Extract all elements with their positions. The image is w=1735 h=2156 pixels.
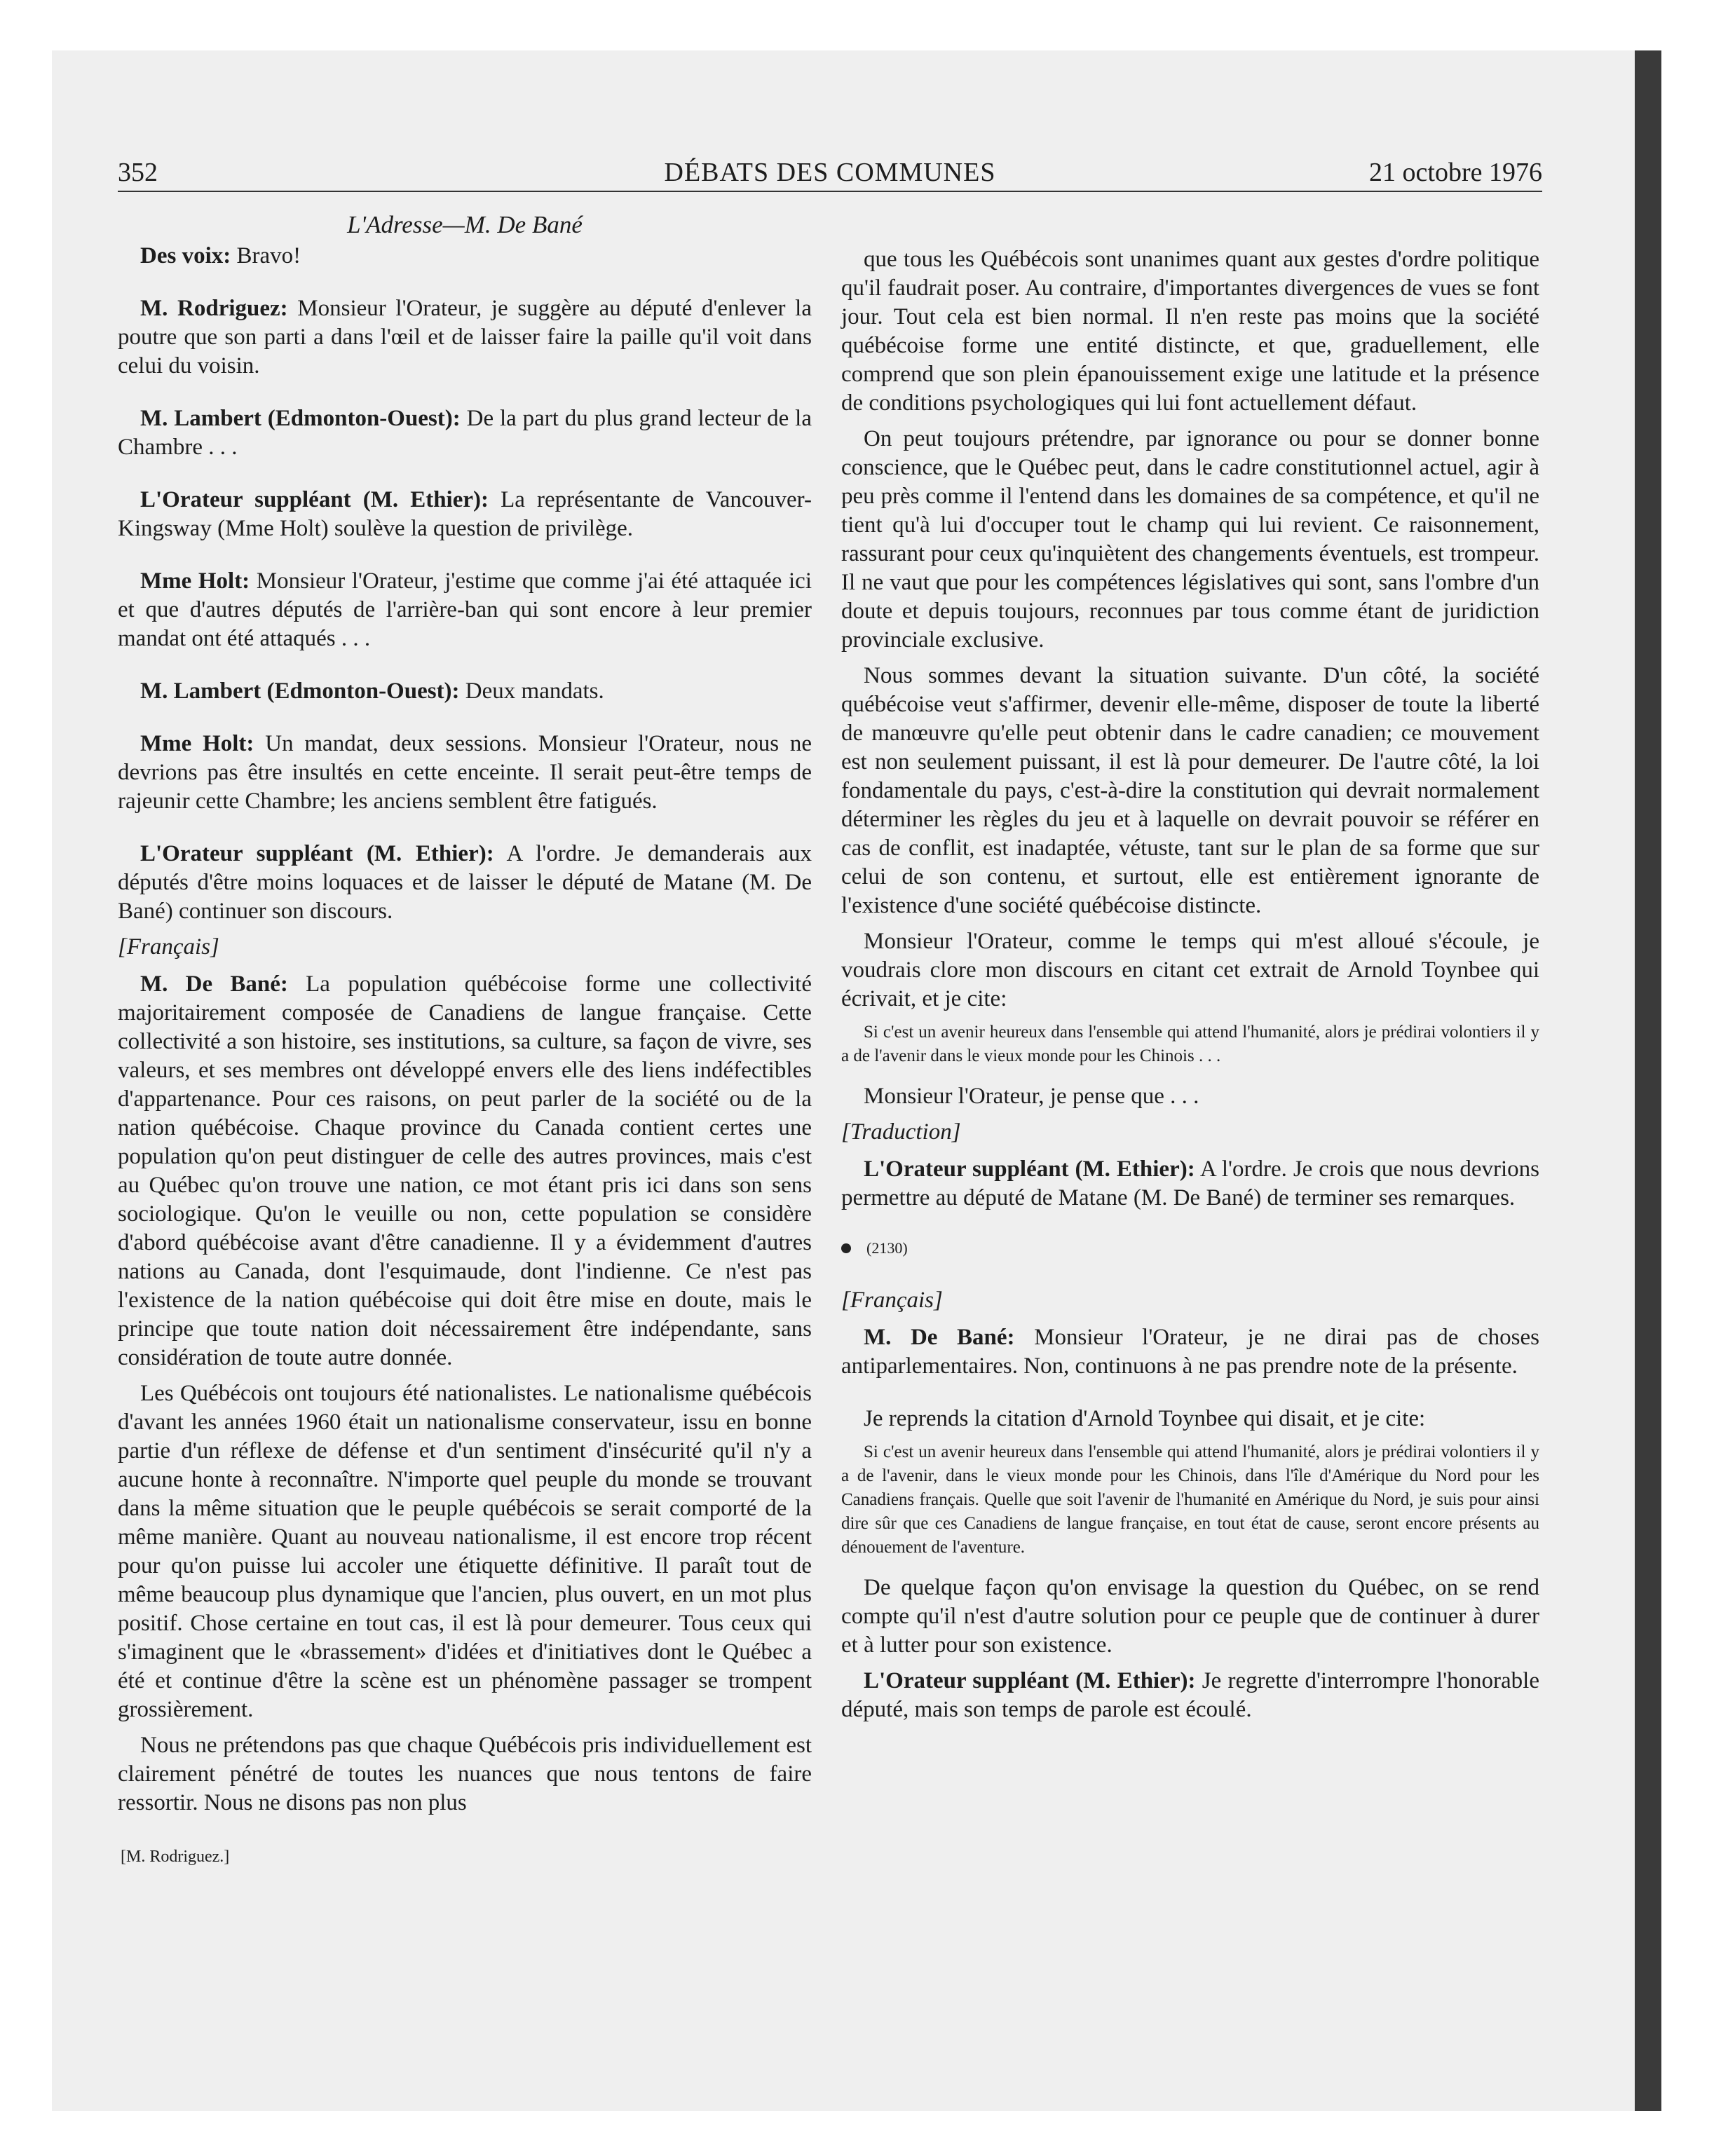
- speaker: M. De Bané:: [140, 971, 288, 997]
- quotation: Si c'est un avenir heureux dans l'ensemble qui attend l'humanité, alors je prédirai volontiers il y a de l'avenir dans le vieux monde pour les Chinois . . .: [841, 1023, 1539, 1065]
- speaker: Des voix:: [140, 243, 231, 268]
- language-marker: [Traduction]: [841, 1119, 961, 1145]
- right-column: [841, 245, 1539, 1731]
- page-date: 21 octobre 1976: [1369, 158, 1542, 187]
- paragraph: Mme Holt: Un mandat, deux sessions. Monsieur l'Orateur, nous ne devrions pas être insultés en cette enceinte. Il serait peut-être temps de rajeunir cette Chambre; les anciens semblent être fatigués.: [118, 731, 812, 814]
- paragraph: De quelque façon qu'on envisage la question du Québec, on se rend compte qu'il n'est d'autre solution pour ce peuple que de continuer à durer et à lutter pour son existence.: [841, 1575, 1539, 1658]
- paragraph: M. Rodriguez: Monsieur l'Orateur, je suggère au député d'enlever la poutre que son parti a dans l'œil et de laisser faire la paille qu'il voit dans celui du voisin.: [118, 296, 812, 378]
- paragraph: L'Orateur suppléant (M. Ethier): A l'ordre. Je crois que nous devrions permettre au député de Matane (M. De Bané) de terminer ses remarques.: [841, 1157, 1540, 1210]
- publication-title: DÉBATS DES COMMUNES: [664, 158, 996, 187]
- paragraph: L'Orateur suppléant (M. Ethier): A l'ordre. Je demanderais aux députés d'être moins loquaces et de laisser le député de Matane (M. De Bané) continuer son discours.: [118, 841, 812, 924]
- paragraph: M. De Bané: La population québécoise forme une collectivité majoritairement composée de Canadiens de langue française. Cette collectivité a son histoire, ses institutions, sa culture, sa façon de vivre, ses valeurs, et ses membres ont développé envers elle des liens indéfectibles d'appartenance. Pour ces raisons, on peut parler de la société ou de la nation québécoise. Chaque province du Canada contient certes une population qu'on peut distinguer de celle des autres provinces, mais c'est au Québec qu'on trouve une nation, ce mot étant pris ici dans son sens sociologique. Qu'on le veuille ou non, cette population se considère d'abord québécoise avant d'être canadienne. Il y a évidemment d'autres nations au Canada, dont l'esquimaude, dont l'indienne. Ce n'est pas l'existence de la nation québécoise qui doit être mise en doute, mais le principe que toute nation doit nécessairement être indépendante, sans considération de toute autre donnée.: [118, 971, 812, 1370]
- left-column: [118, 210, 812, 1871]
- language-marker: [Français]: [118, 934, 219, 960]
- time-marker: (2130): [841, 1234, 1539, 1262]
- paragraph: M. De Bané: Monsieur l'Orateur, je ne dirai pas de choses antiparlementaires. Non, continuons à ne pas prendre note de la présente.: [841, 1325, 1539, 1379]
- paragraph: Les Québécois ont toujours été nationalistes. Le nationalisme québécois d'avant les années 1960 était un nationalisme conservateur, issu en bonne partie d'un réflexe de défense et d'un sentiment d'insécurité qu'il n'y a aucune honte à reconnaître. N'importe quel peuple du monde se trouvant dans la même situation que le peuple québécois se serait comporté de la même manière. Quant au nouveau nationalisme, il est encore trop récent pour qu'on puisse lui accoler une étiquette définitive. Il paraît tout de même beaucoup plus dynamique que l'ancien, plus ouvert, en un mot plus positif. Chose certaine en tout cas, il est là pour demeurer. Tous ceux qui s'imaginent que le «brassement» d'idées et d'initiatives dont le Québec a été et continue d'être la scène est un phénomène passager se trompent grossièrement.: [118, 1381, 812, 1722]
- paragraph: que tous les Québécois sont unanimes quant aux gestes d'ordre politique qu'il faudrait poser. Au contraire, d'importantes divergences de vues se font jour. Tout cela est bien normal. Il n'en reste pas moins que la société québécoise forme une entité distincte, et que, graduellement, elle comprend que son plein épanouissement exige une latitude et la présence de conditions psychologiques qui lui font actuellement défaut.: [841, 247, 1539, 416]
- language-marker: [Français]: [841, 1288, 943, 1313]
- speaker: Mme Holt:: [140, 731, 254, 756]
- speaker: M. De Bané:: [864, 1325, 1015, 1350]
- scan-edge: [1635, 50, 1661, 2111]
- paragraph: Je reprends la citation d'Arnold Toynbee qui disait, et je cite:: [864, 1406, 1426, 1431]
- paragraph: Mme Holt: Monsieur l'Orateur, j'estime que comme j'ai été attaquée ici et que d'autres députés de l'arrière-ban qui sont encore à leur premier mandat ont été attaqués . . .: [118, 568, 812, 651]
- speaker: M. Rodriguez:: [140, 296, 288, 321]
- quotation: Si c'est un avenir heureux dans l'ensemble qui attend l'humanité, alors je prédirai volontiers il y a de l'avenir, dans le vieux monde pour les Chinois, dans l'île d'Amérique du Nord pour les Canadiens français. Quelle que soit l'avenir de l'humanité en Amérique du Nord, je suis pour ainsi dire sûr que ces Canadiens de langue française, en tout état de cause, seront encore présents au dénouement de l'aventure.: [841, 1442, 1539, 1557]
- paragraph: L'Orateur suppléant (M. Ethier): La représentante de Vancouver-Kingsway (Mme Holt) soulève la question de privilège.: [118, 487, 812, 541]
- paragraph: Monsieur l'Orateur, je pense que . . .: [864, 1084, 1199, 1109]
- speaker: Mme Holt:: [140, 568, 250, 594]
- paragraph: Monsieur l'Orateur, comme le temps qui m'est alloué s'écoule, je voudrais clore mon discours en citant cet extrait de Arnold Toynbee qui écrivait, et je cite:: [841, 929, 1539, 1011]
- paragraph: M. Lambert (Edmonton-Ouest): Deux mandats.: [140, 678, 604, 704]
- paragraph: On peut toujours prétendre, par ignorance ou pour se donner bonne conscience, que le Québec peut, dans le cadre constitutionnel actuel, agir à peu près comme il l'entend dans les domaines de sa compétence, et qu'il ne tient qu'à lui d'occuper tout le champ qui lui revient. Ce raisonnement, rassurant pour ceux qu'inquiètent des changements éventuels, est trompeur. Il ne vaut que pour les compétences législatives qui sont, sans l'ombre d'un doute et depuis toujours, reconnues par tous comme étant de juridiction provinciale exclusive.: [841, 426, 1539, 653]
- speaker: L'Orateur suppléant (M. Ethier):: [140, 841, 494, 866]
- running-head: L'Adresse—M. De Bané: [347, 211, 583, 238]
- paragraph: Nous sommes devant la situation suivante. D'un côté, la société québécoise veut s'affirmer, devenir elle-même, disposer de toute la liberté de manœuvre qu'elle peut obtenir dans le cadre canadien; ce mouvement est non seulement puissant, il est là pour demeurer. De l'autre côté, la loi fondamentale du pays, c'est-à-dire la constitution qui devrait normalement déterminer les règles du jeu et à laquelle on devrait pouvoir se référer en cas de conflit, est inadaptée, vétuste, tant sur le plan de sa forme que sur celui de son contenu, et surtout, elle est entièrement ignorante de l'existence d'une société québécoise distincte.: [841, 663, 1539, 918]
- page-number: 352: [118, 158, 158, 187]
- speaker: M. Lambert (Edmonton-Ouest):: [140, 406, 461, 431]
- paragraph: Des voix: Bravo!: [140, 243, 301, 268]
- page-header: [118, 158, 1542, 192]
- bullet-icon: [841, 1243, 851, 1253]
- speaker: L'Orateur suppléant (M. Ethier):: [864, 1668, 1196, 1693]
- paragraph: Nous ne prétendons pas que chaque Québécois pris individuellement est clairement pénétré de toutes les nuances que nous tentons de faire ressortir. Nous ne disons pas non plus: [118, 1733, 812, 1815]
- speaker: L'Orateur suppléant (M. Ethier):: [864, 1157, 1195, 1182]
- speaker: L'Orateur suppléant (M. Ethier):: [140, 487, 489, 512]
- paragraph: M. Lambert (Edmonton-Ouest): De la part du plus grand lecteur de la Chambre . . .: [118, 406, 812, 460]
- speaker: M. Lambert (Edmonton-Ouest):: [140, 678, 460, 704]
- speaker-footnote: [M. Rodriguez.]: [121, 1848, 230, 1866]
- paragraph: L'Orateur suppléant (M. Ethier): Je regrette d'interrompre l'honorable député, mais son temps de parole est écoulé.: [841, 1668, 1539, 1722]
